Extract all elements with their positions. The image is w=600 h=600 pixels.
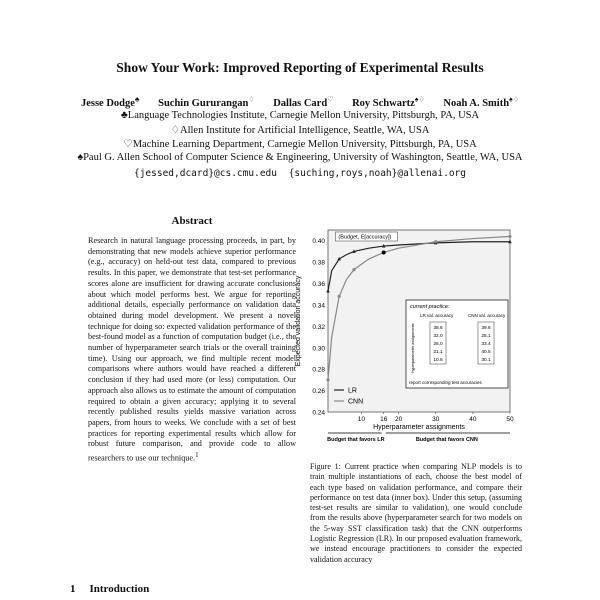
y-axis-label: Expected validation accuracy [295, 275, 302, 367]
inset-lr-value: 21.1 [433, 350, 443, 355]
paper-title: Show Your Work: Improved Reporting of Experimental Results [116, 60, 484, 75]
inset-side-label: hyperparameter assignments [411, 323, 415, 373]
x-tick-label: 50 [506, 416, 514, 423]
x-tick-label: 40 [469, 416, 477, 423]
legend-label: LR [348, 387, 357, 395]
x-tick-label: 20 [394, 416, 403, 423]
bracket-label-cnn: Budget that favors CNN [415, 437, 478, 443]
figure-1-chart [290, 222, 520, 452]
author: Suchin Gururangan♢ [158, 95, 255, 109]
y-tick-label: 0.36 [312, 281, 325, 289]
inset-lr-value: 38.6 [433, 326, 443, 331]
affiliation: ♠Paul G. Allen School of Computer Science & Engineering, University of Washington, Seattle, WA, USA [77, 152, 523, 163]
inset-cnn-value: 30.1 [481, 358, 491, 363]
figure-caption: Figure 1: Current practice when comparing NLP models is to train multiple instantiations of each, choose the best model of each type based on validation performance, and compare their performance on test data (inner box). Under this setup, (assuming test-set results are similar to validation), one would conclude from the results above (hyperparameter search for two models on the 5-way SST classification task) that the CNN outperforms Logistic Regression (LR). In our proposed evaluation framework, we instead encourage practitioners to consider the expected validation accuracy [310, 462, 522, 564]
annotation-text: (Budget, E[accuracy]) [338, 234, 392, 241]
affiliation: ♢Allen Institute for Artificial Intelligence, Seattle, WA, USA [170, 125, 430, 136]
inset-title: current practice: [410, 304, 450, 310]
inset-lr-value: 10.5 [433, 358, 443, 363]
abstract-heading: Abstract [171, 215, 213, 227]
y-tick-label: 0.28 [312, 366, 325, 374]
y-tick-label: 0.32 [312, 323, 325, 331]
inset-lr-value: 32.0 [433, 334, 443, 339]
inset-cnn-value: 25.1 [481, 334, 491, 339]
inset-cnn-label: CNN val. accuracy [468, 313, 506, 318]
affiliation: ♣Language Technologies Institute, Carnegie Mellon University, Pittsburgh, PA, USA [120, 110, 480, 121]
data-point [338, 295, 341, 298]
inset-cnn-value: 40.5 [481, 350, 491, 355]
data-point [434, 240, 437, 243]
x-axis-label: Hyperparameter assignments [373, 424, 465, 431]
author: Dallas Card♡ [273, 95, 334, 109]
data-point [508, 235, 511, 238]
legend-label: CNN [348, 398, 364, 406]
y-tick-label: 0.40 [312, 238, 325, 246]
inset-cnn-value: 33.4 [481, 342, 491, 347]
data-point [352, 268, 355, 271]
y-tick-label: 0.26 [312, 388, 325, 396]
y-tick-label: 0.38 [312, 259, 325, 267]
abstract-text: Research in natural language processing proceeds, in part, by demonstrating that new models achieve superior performance (e.g., accuracy) on held-out test data, compared to previous results. In this paper, we demonstrate that test-set performance scores alone are insufficient for drawing accurate conclusions about which model performs best. We argue for reporting additional details, especially performance on validation data obtained during model development. We present a novel technique for doing so: expected validation performance of the best-found model as a function of computation budget (i.e., the number of hyperparameter search trials or the overall training time). Using our approach, we find multiple recent model comparisons where authors would have reached a different conclusion if they had used more (or less) computation. Our approach also allows us to estimate the amount of computation required to obtain a given accuracy; applying it to several recently published results yields massive variation across papers, from hours to weeks. We conclude with a set of best practices for reporting experimental results which allow for robust future comparison, and provide code to allow researchers to use our technique.$^1$ [88, 236, 296, 463]
author: Roy Schwartz♠♢ [352, 95, 425, 109]
author: Jesse Dodge♣ [80, 95, 140, 109]
y-tick-label: 0.24 [312, 409, 325, 417]
data-point [326, 378, 329, 381]
x-tick-label: 10 [357, 416, 366, 423]
x-tick-label: 16 [380, 416, 388, 423]
y-tick-label: 0.30 [312, 345, 325, 353]
y-tick-label: 0.34 [312, 302, 325, 310]
author-list [0, 94, 600, 109]
inset-footer: report corresponding test accuracies [409, 380, 482, 385]
crossover-point [382, 250, 386, 254]
inset-box [406, 300, 508, 388]
inset-lr-value: 26.0 [433, 342, 443, 347]
author-emails: {jessed,dcard}@cs.cmu.edu {suching,roys,noah}@allenai.org [133, 168, 466, 179]
section-heading-introduction: 1 Introduction [70, 583, 150, 595]
inset-cnn-value: 39.6 [481, 326, 491, 331]
bracket-label-lr: Budget that favors LR [327, 437, 385, 443]
author: Noah A. Smith♠♢ [443, 95, 520, 109]
x-tick-label: 30 [432, 416, 440, 423]
affiliation: ♡Machine Learning Department, Carnegie Mellon University, Pittsburgh, PA, USA [123, 139, 477, 150]
inset-lr-label: LR val. accuracy [420, 313, 454, 318]
